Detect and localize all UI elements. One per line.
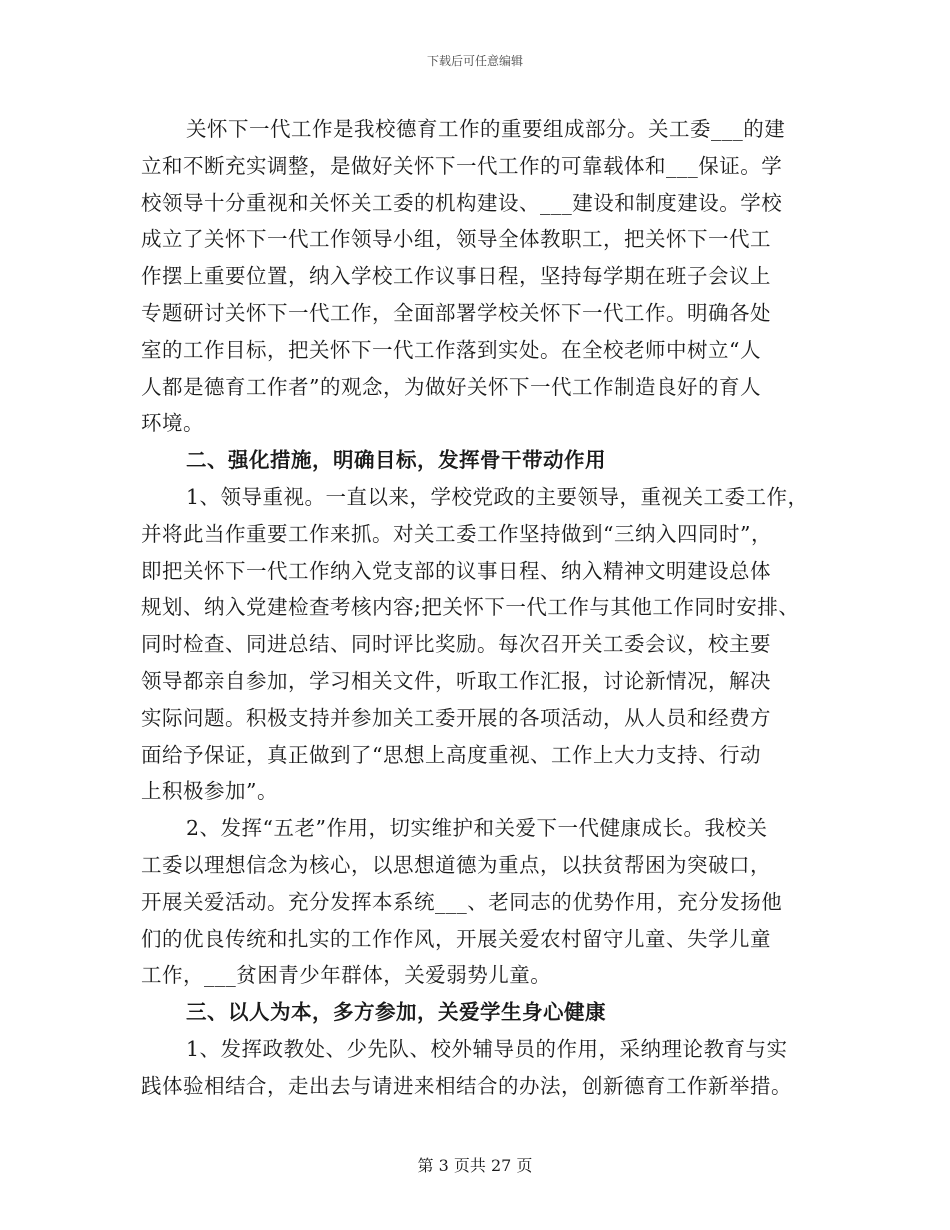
paragraph-line: 上积极参加”。 <box>141 779 278 804</box>
paragraph-line: 专题研讨关怀下一代工作，全面部署学校关怀下一代工作。明确各处 <box>141 300 771 325</box>
paragraph-line: 成立了关怀下一代工作领导小组，领导全体教职工，把关怀下一代工 <box>141 227 771 252</box>
paragraph-line: 面给予保证，真正做到了“思想上高度重视、工作上大力支持、行动 <box>141 742 761 767</box>
paragraph-line: 关怀下一代工作是我校德育工作的重要组成部分。关工委___的建 <box>186 117 786 141</box>
paragraph-line: 践体验相结合，走出去与请进来相结合的办法，创新德育工作新举措。 <box>141 1073 792 1098</box>
paragraph-line: 1、领导重视。一直以来，学校党政的主要领导，重视关工委工作， <box>186 484 809 509</box>
paragraph-line: 开展关爱活动。充分发挥本系统___、老同志的优势作用，充分发扬他 <box>141 889 783 914</box>
document-body <box>141 111 813 1105</box>
paragraph-line: 并将此当作重要工作来抓。对关工委工作坚持做到“三纳入四同时”， <box>141 521 772 546</box>
paragraph-line: 校领导十分重视和关怀关工委的机构建设、___建设和制度建设。学校 <box>141 190 783 215</box>
page-number: 第 3 页共 27 页 <box>417 1156 533 1175</box>
paragraph-line: 工委以理想信念为核心，以思想道德为重点，以扶贫帮困为突破口， <box>141 852 771 877</box>
section-heading: 三、以人为本，多方参加，关爱学生身心健康 <box>186 1000 606 1025</box>
paragraph-line: 实际问题。积极支持并参加关工委开展的各项活动，从人员和经费方 <box>141 705 771 730</box>
paragraph-line: 同时检查、同进总结、同时评比奖励。每次召开关工委会议，校主要 <box>141 632 771 657</box>
paragraph-line: 即把关怀下一代工作纳入党支部的议事日程、纳入精神文明建设总体 <box>141 558 771 583</box>
paragraph-line: 们的优良传统和扎实的工作作风，开展关爱农村留守儿童、失学儿童 <box>141 926 771 951</box>
header-note: 下载后可任意编辑 <box>426 54 523 68</box>
paragraph-line: 作摆上重要位置，纳入学校工作议事日程，坚持每学期在班子会议上 <box>141 264 771 289</box>
paragraph-line: 环境。 <box>141 411 204 436</box>
paragraph-line: 工作，___贫困青少年群体，关爱弱势儿童。 <box>141 963 552 988</box>
paragraph-line: 1、发挥政教处、少先队、校外辅导员的作用，采纳理论教育与实 <box>186 1036 788 1061</box>
paragraph-line: 人都是德育工作者”的观念，为做好关怀下一代工作制造良好的育人 <box>141 374 761 399</box>
paragraph-line: 立和不断充实调整，是做好关怀下一代工作的可靠载体和___保证。学 <box>141 153 783 178</box>
paragraph-line: 室的工作目标，把关怀下一代工作落到实处。在全校老师中树立“人 <box>141 337 761 362</box>
paragraph-line: 领导都亲自参加，学习相关文件，听取工作汇报，讨论新情况，解决 <box>141 668 771 693</box>
paragraph-line: 规划、纳入党建检查考核内容;把关怀下一代工作与其他工作同时安排、 <box>141 595 800 620</box>
section-heading: 二、强化措施，明确目标，发挥骨干带动作用 <box>186 448 606 473</box>
paragraph-line: 2、发挥“五老”作用，切实维护和关爱下一代健康成长。我校关 <box>186 816 768 841</box>
